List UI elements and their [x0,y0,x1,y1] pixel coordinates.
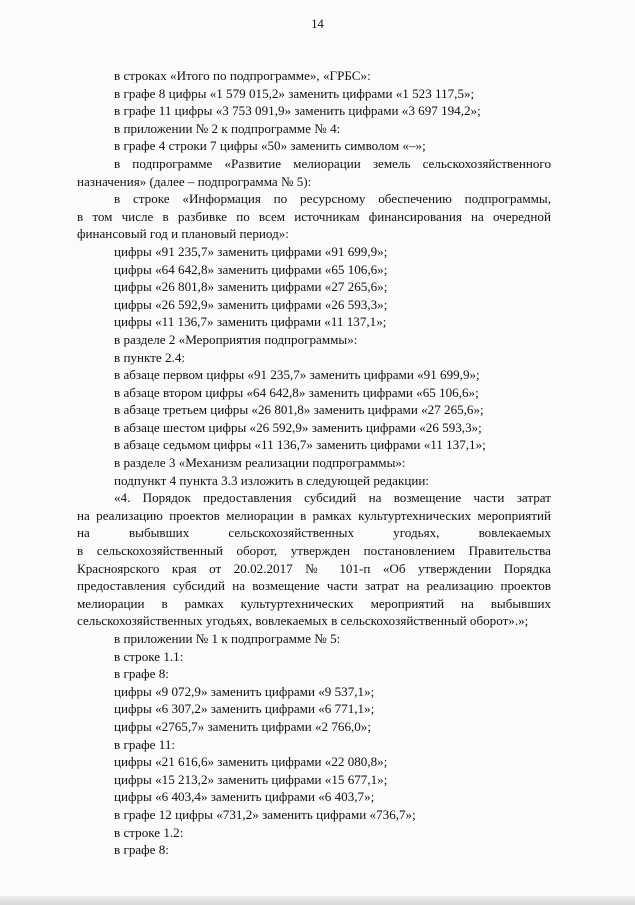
text-line: в абзаце шестом цифры «26 592,9» заменить цифрами «26 593,3»; [114,419,482,435]
text-line: предоставления субсидий на возмещение части затрат на реализацию проектов [77,578,551,594]
text-line: в разделе 3 «Механизм реализации подпрограммы»: [114,455,406,471]
text-line: в графе 8: [114,842,169,858]
text-line: в абзаце втором цифры «64 642,8» заменить цифрами «65 106,6»; [114,384,479,400]
text-line: финансовый год и плановый период»: [77,226,289,242]
text-line: в абзаце седьмом цифры «11 136,7» заменить цифрами «11 137,1»; [114,437,486,453]
text-line: в графе 8 цифры «1 579 015,2» заменить цифрами «1 523 117,5»; [114,85,475,101]
text-line: цифры «21 616,6» заменить цифрами «22 080,8»; [114,754,388,770]
text-line: в том числе в разбивке по всем источникам финансирования на очередной [77,208,551,224]
text-line: в строках «Итого по подпрограмме», «ГРБС»: [114,68,371,83]
text-line: цифры «2765,7» заменить цифрами «2 766,0»; [114,718,371,734]
text-line: в абзаце третьем цифры «26 801,8» заменить цифрами «27 265,6»; [114,402,484,418]
text-line: в сельскохозяйственный оборот, утвержден постановлением Правительства [77,543,551,559]
text-line: подпункт 4 пункта 3.3 изложить в следующей редакции: [114,472,430,488]
text-line: в приложении № 1 к подпрограмме № 5: [114,631,341,646]
text-line: в графе 11 цифры «3 753 091,9» заменить цифрами «3 697 194,2»; [114,103,481,119]
text-line: цифры «9 072,9» заменить цифрами «9 537,1»; [114,683,375,699]
text-line: мелиорации в рамках культуртехнических мероприятий на выбывших [77,595,551,611]
document-body [77,67,551,859]
text-line: цифры «11 136,7» заменить цифрами «11 137,1»; [114,314,387,330]
text-line: в строке «Информация по ресурсному обеспечению подпрограммы, [114,191,551,207]
text-line: назначения» (далее – подпрограмма № 5): [77,173,312,189]
text-line: цифры «91 235,7» заменить цифрами «91 699,9»; [114,243,388,259]
text-line: в графе 12 цифры «731,2» заменить цифрами «736,7»; [114,806,416,822]
text-line: сельскохозяйственных угодьях, вовлекаемых в сельскохозяйственный оборот».»; [77,613,529,629]
text-line: цифры «26 801,8» заменить цифрами «27 265,6»; [114,279,388,295]
text-line: в графе 11: [114,736,175,752]
text-line: в разделе 2 «Мероприятия подпрограммы»: [114,331,358,347]
text-line: цифры «64 642,8» заменить цифрами «65 106,6»; [114,261,388,277]
page-number: 14 [311,17,324,31]
text-line: в графе 4 строки 7 цифры «50» заменить символом «–»; [114,138,426,154]
text-line: Красноярского края от 20.02.2017 № 101-п «Об утверждении Порядка [77,560,551,576]
text-line: в графе 8: [114,666,169,682]
text-line: в приложении № 2 к подпрограмме № 4: [114,120,341,136]
text-line: в абзаце первом цифры «91 235,7» заменить цифрами «91 699,9»; [114,367,480,383]
text-line: на выбывших сельскохозяйственных угодьях, вовлекаемых [77,525,551,541]
text-line: цифры «15 213,2» заменить цифрами «15 677,1»; [114,771,388,787]
text-line: на реализацию проектов мелиорации в рамках культуртехнических мероприятий [77,507,551,523]
text-line: «4. Порядок предоставления субсидий на возмещение части затрат [114,490,551,506]
text-line: цифры «6 307,2» заменить цифрами «6 771,1»; [114,701,375,717]
text-line: в пункте 2.4: [114,349,186,365]
text-line: в подпрограмме «Развитие мелиорации земель сельскохозяйственного [114,155,551,171]
text-line: в строке 1.2: [114,824,184,840]
text-line: цифры «26 592,9» заменить цифрами «26 593,3»; [114,296,388,312]
text-line: в строке 1.1: [114,648,184,664]
text-line: цифры «6 403,4» заменить цифрами «6 403,7»; [114,789,375,805]
scan-bottom-edge [0,896,635,905]
